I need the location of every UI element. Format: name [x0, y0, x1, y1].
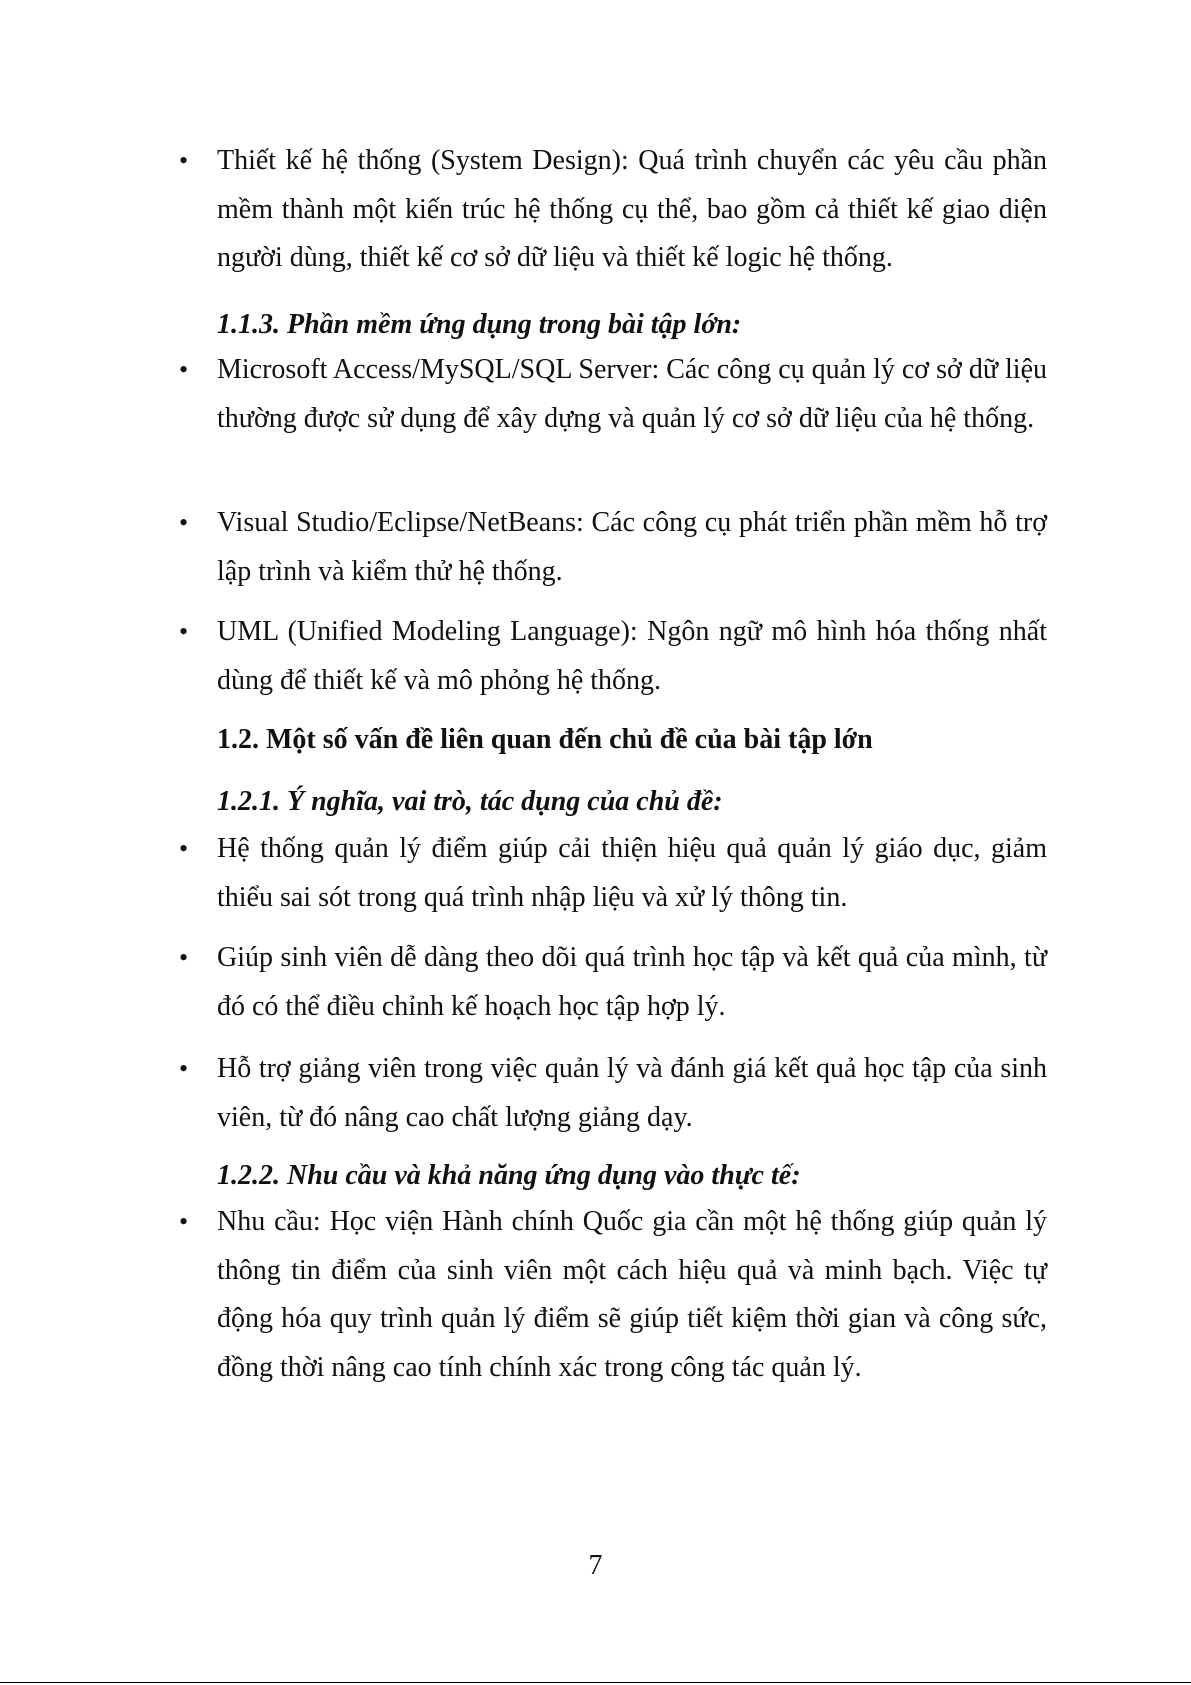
bullet-paragraph: Microsoft Access/MySQL/SQL Server: Các công cụ quản lý cơ sở dữ liệu thường được sử dụng để xây dựng và quản lý cơ sở dữ liệu của hệ thống. — [217, 354, 1047, 434]
footer-rule — [0, 1682, 1191, 1683]
bullet-marker: • — [179, 1207, 189, 1236]
section-heading-1-2: 1.2. Một số vấn đề liên quan đến chủ đề của bài tập lớn — [217, 724, 873, 755]
section-heading-1-2-2: 1.2.2. Nhu cầu và khả năng ứng dụng vào thực tế: — [217, 1160, 801, 1191]
bullet-marker: • — [179, 943, 189, 972]
bullet-paragraph: UML (Unified Modeling Language): Ngôn ngữ mô hình hóa thống nhất dùng để thiết kế và mô phỏng hệ thống. — [217, 616, 1047, 696]
bullet-marker: • — [179, 1054, 189, 1083]
bullet-paragraph: Nhu cầu: Học viện Hành chính Quốc gia cần một hệ thống giúp quản lý thông tin điểm của sinh viên một cách hiệu quả và minh bạch. Việc tự động hóa quy trình quản lý điểm sẽ giúp tiết kiệm thời gian và công sức, đồng thời nâng cao tính chính xác trong công tác quản lý. — [217, 1206, 1047, 1383]
bullet-marker: • — [179, 146, 189, 175]
bullet-paragraph: Visual Studio/Eclipse/NetBeans: Các công cụ phát triển phần mềm hỗ trợ lập trình và kiểm thử hệ thống. — [217, 507, 1047, 587]
section-heading-1-1-3: 1.1.3. Phần mềm ứng dụng trong bài tập lớn: — [217, 309, 742, 340]
page-number: 7 — [588, 1550, 603, 1581]
bullet-marker: • — [179, 508, 189, 537]
bullet-marker: • — [179, 834, 189, 863]
bullet-marker: • — [179, 355, 189, 384]
bullet-paragraph: Thiết kế hệ thống (System Design): Quá trình chuyển các yêu cầu phần mềm thành một kiến trúc hệ thống cụ thể, bao gồm cả thiết kế giao diện người dùng, thiết kế cơ sở dữ liệu và thiết kế logic hệ thống. — [217, 145, 1047, 273]
bullet-paragraph: Hỗ trợ giảng viên trong việc quản lý và đánh giá kết quả học tập của sinh viên, từ đó nâng cao chất lượng giảng dạy. — [217, 1053, 1047, 1133]
bullet-paragraph: Hệ thống quản lý điểm giúp cải thiện hiệu quả quản lý giáo dục, giảm thiểu sai sót trong quá trình nhập liệu và xử lý thông tin. — [217, 833, 1047, 913]
bullet-paragraph: Giúp sinh viên dễ dàng theo dõi quá trình học tập và kết quả của mình, từ đó có thể điều chỉnh kế hoạch học tập hợp lý. — [217, 942, 1047, 1022]
section-heading-1-2-1: 1.2.1. Ý nghĩa, vai trò, tác dụng của chủ đề: — [217, 786, 723, 817]
bullet-marker: • — [179, 617, 189, 646]
